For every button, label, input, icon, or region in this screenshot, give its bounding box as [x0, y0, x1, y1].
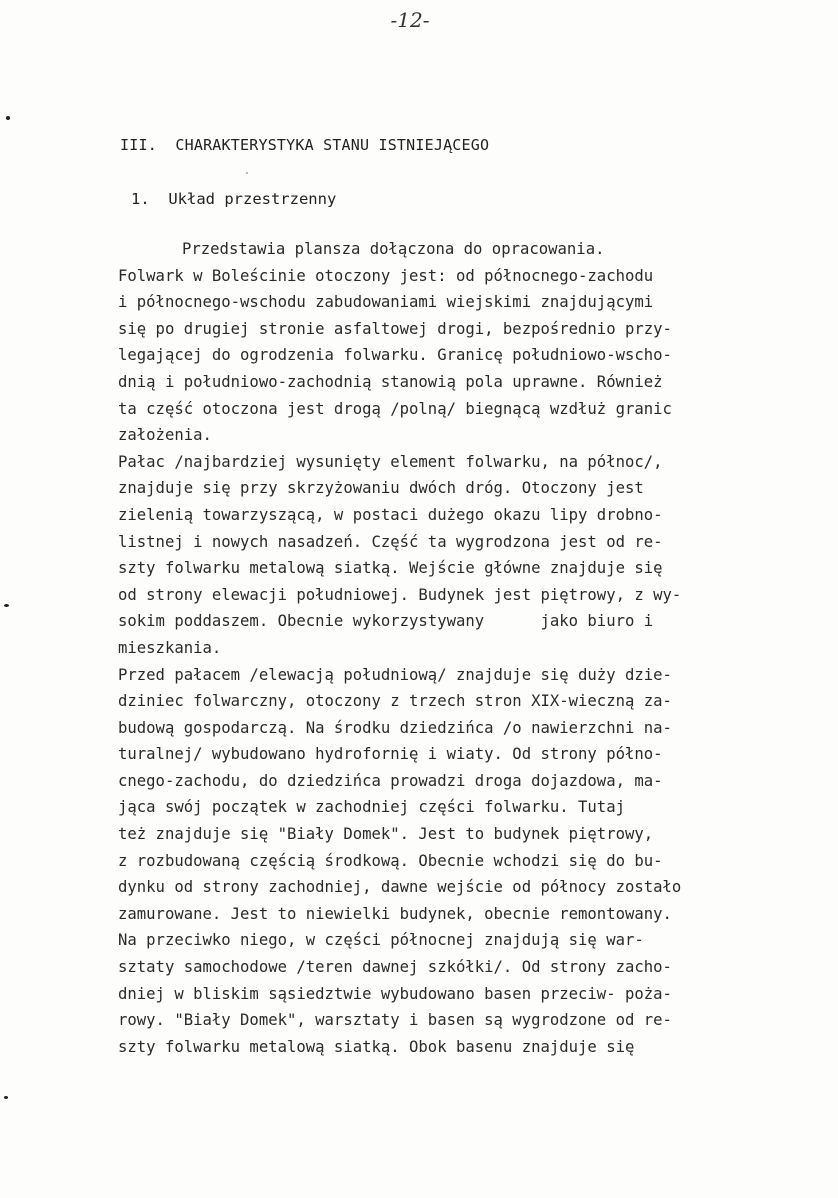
text-line: cnego-zachodu, do dziedzińca prowadzi droga dojazdowa, ma- [118, 771, 663, 790]
text-line: jąca swój początek w zachodniej części folwarku. Tutaj [118, 798, 625, 817]
text-line: znajduje się przy skrzyżowaniu dwóch dróg. Otoczony jest [118, 479, 644, 498]
text-line: rowy. "Biały Domek", warsztaty i basen są wygrodzone od re- [118, 1011, 672, 1030]
section-heading: III. CHARAKTERYSTYKA STANU ISTNIEJĄCEGO [120, 136, 490, 154]
text-line: budową gospodarczą. Na środku dziedzińca /o nawierzchni na- [118, 718, 672, 737]
text-line: dynku od strony zachodniej, dawne wejście od północy zostało [118, 878, 682, 897]
text-line: mieszkania. [118, 638, 222, 657]
margin-punch-mark [4, 1096, 8, 1099]
scan-speck [246, 172, 248, 174]
margin-punch-mark [6, 116, 10, 120]
text-line: zamurowane. Jest to niewielki budynek, obecnie remontowany. [118, 904, 672, 923]
text-line: sokim poddaszem. Obecnie wykorzystywany jako biuro i [118, 612, 654, 631]
body-text [118, 236, 738, 1060]
text-line: i północnego-wschodu zabudowaniami wiejskimi znajdującymi [118, 293, 654, 312]
text-line: się po drugiej stronie asfaltowej drogi, bezpośrednio przy- [118, 319, 672, 338]
text-line: ta część otoczona jest drogą /polną/ biegnącą wzdłuż granic [118, 399, 672, 418]
page-number: -12- [390, 8, 430, 32]
text-line: dziniec folwarczny, otoczony z trzech stron XIX-wieczną za- [118, 692, 672, 711]
text-line: Folwark w Boleścinie otoczony jest: od północnego-zachodu [118, 266, 654, 285]
text-line: turalnej/ wybudowano hydrofornię i wiaty. Od strony półno- [118, 745, 663, 764]
text-line: zielenią towarzyszącą, w postaci dużego okazu lipy drobno- [118, 505, 663, 524]
text-line: Przedstawia plansza dołączona do opracowania. [182, 240, 605, 258]
text-line: też znajduje się "Biały Domek". Jest to budynek piętrowy, [118, 825, 654, 844]
text-line: listnej i nowych nasadzeń. Część ta wygrodzona jest od re- [118, 532, 663, 551]
margin-punch-mark [4, 604, 9, 607]
text-line: Na przeciwko niego, w części północnej znajdują się war- [118, 931, 644, 950]
text-line: z rozbudowaną częścią środkową. Obecnie wchodzi się do bu- [118, 851, 663, 870]
text-line: dniej w bliskim sąsiedztwie wybudowano basen przeciw- poża- [118, 984, 672, 1003]
text-line: szty folwarku metalową siatką. Wejście główne znajduje się [118, 559, 663, 578]
text-line: szty folwarku metalową siatką. Obok basenu znajduje się [118, 1037, 635, 1056]
text-line: od strony elewacji południowej. Budynek jest piętrowy, z wy- [118, 585, 682, 604]
text-line: sztaty samochodowe /teren dawnej szkółki/. Od strony zacho- [118, 958, 672, 977]
text-line: Przed pałacem /elewacją południową/ znajduje się duży dzie- [118, 665, 672, 684]
text-line: legającej do ogrodzenia folwarku. Granicę południowo-wscho- [118, 346, 672, 365]
text-line: dnią i południowo-zachodnią stanowią pola uprawne. Również [118, 372, 663, 391]
subsection-heading: 1. Układ przestrzenny [131, 190, 337, 208]
text-line: założenia. [118, 426, 212, 445]
text-line: Pałac /najbardziej wysunięty element folwarku, na północ/, [118, 452, 663, 471]
